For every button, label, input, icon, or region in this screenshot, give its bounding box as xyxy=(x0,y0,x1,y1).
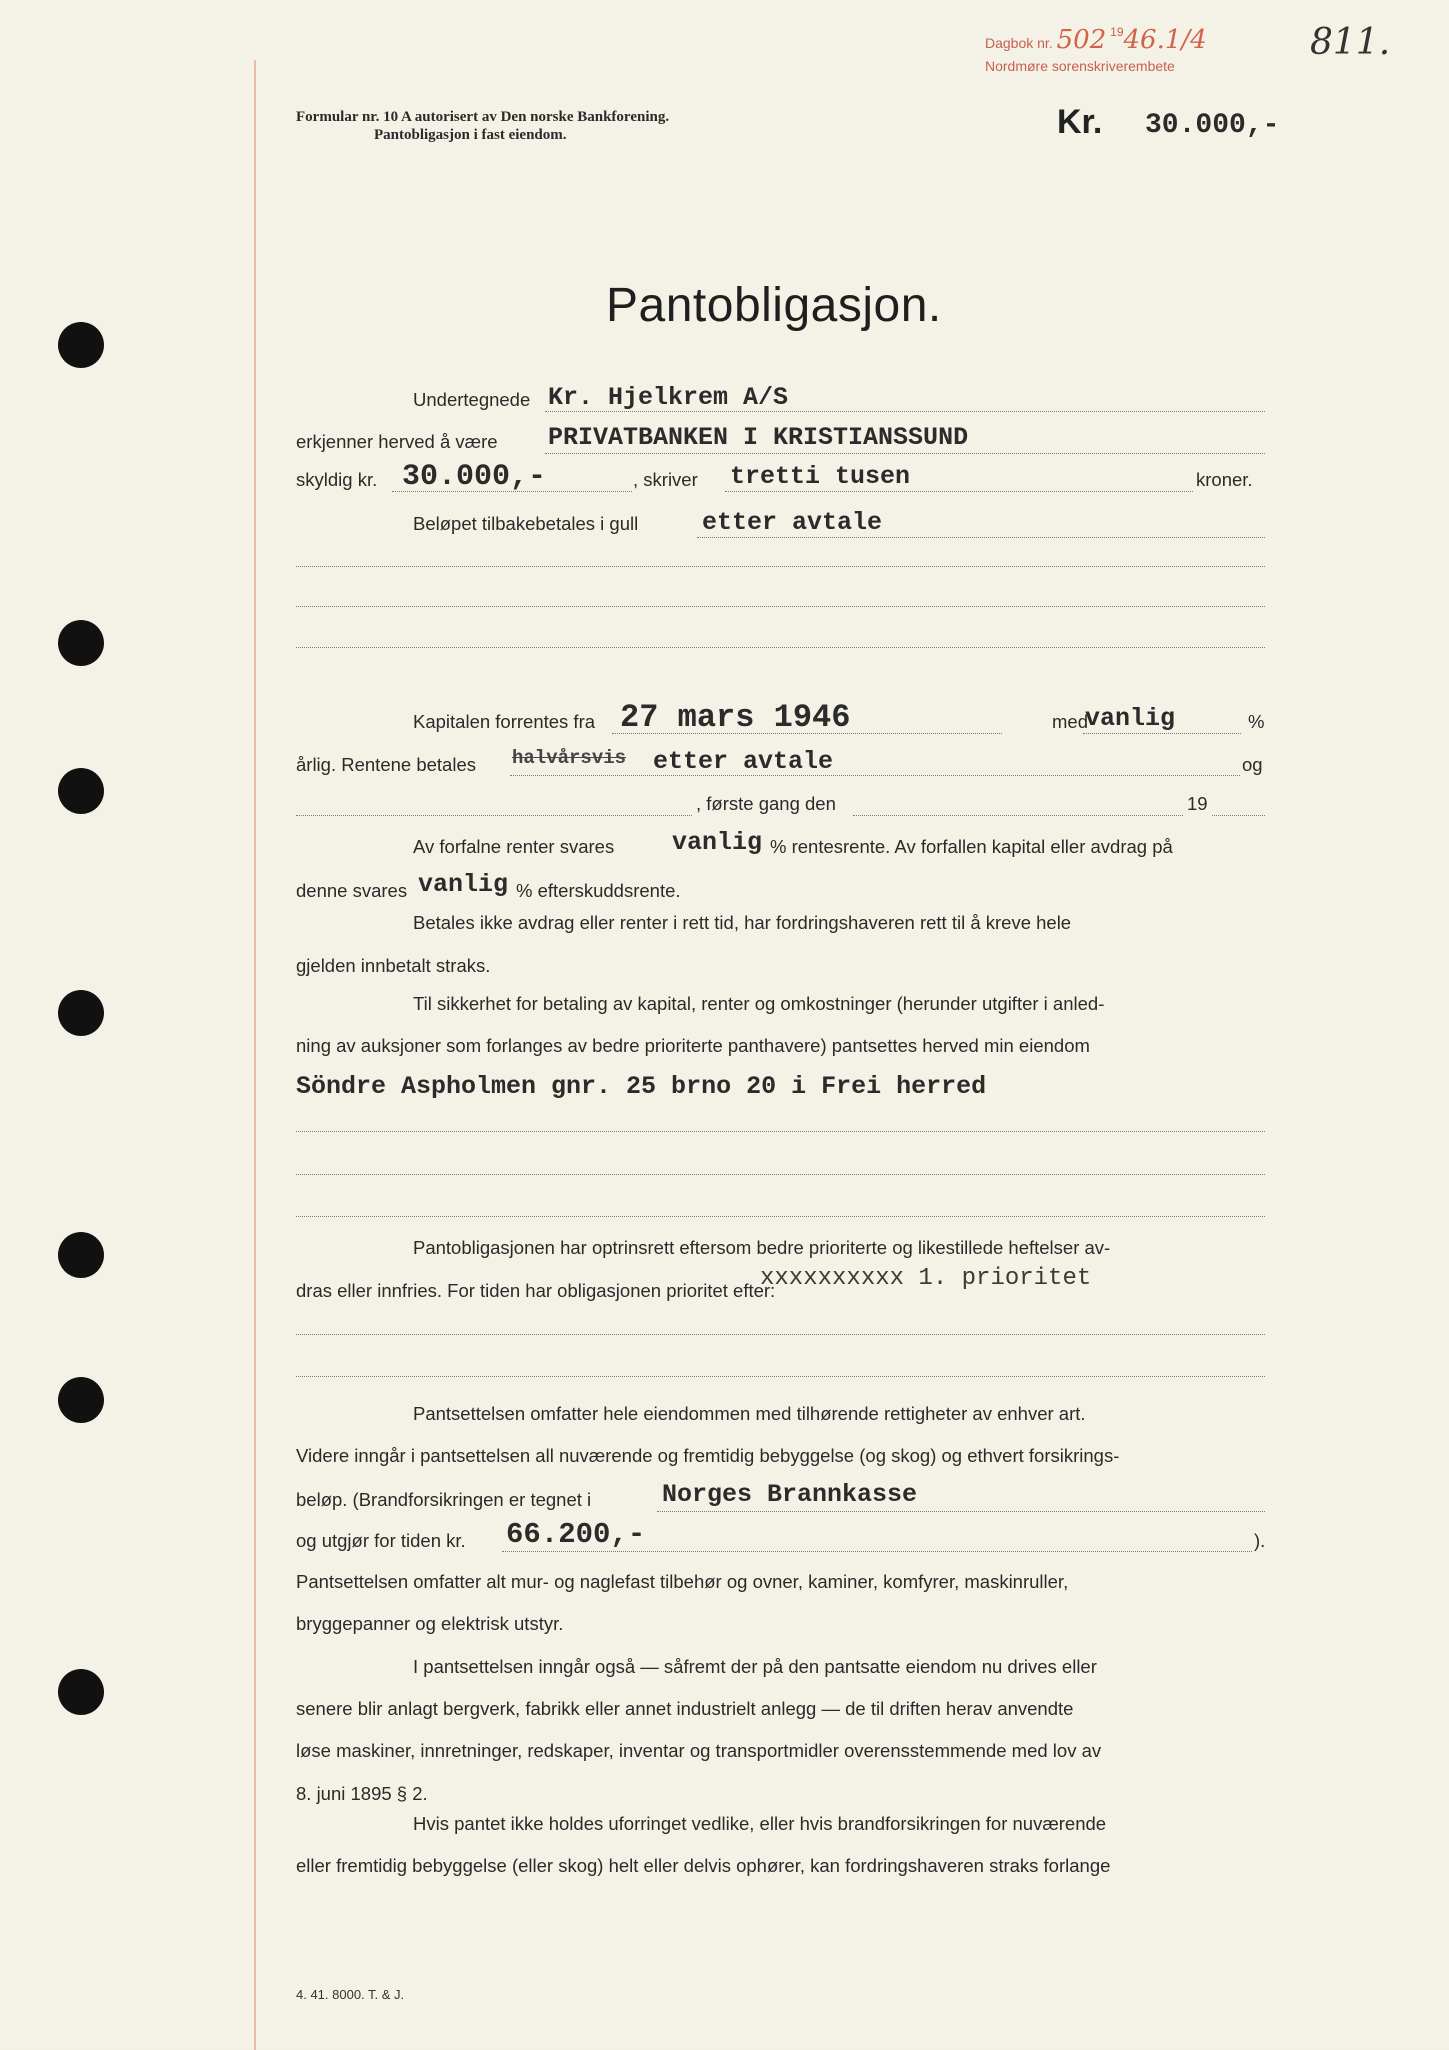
insured-value-close: ). xyxy=(1254,1530,1266,1551)
skriver-label: , skriver xyxy=(633,469,698,490)
dotted-line xyxy=(296,647,1265,648)
dotted-line xyxy=(296,1216,1265,1217)
dotted-line xyxy=(392,491,632,492)
security-clause-2: ning av auksjoner som forlanges av bedre prioriterte panthavere) pantsettes herved min eiendom xyxy=(296,1035,1090,1056)
dotted-line xyxy=(657,1511,1265,1512)
kapitalen-label: Kapitalen forrentes fra xyxy=(413,711,596,732)
amount-label: Kr. xyxy=(1057,103,1103,141)
dotted-line xyxy=(1083,733,1241,734)
binder-hole xyxy=(58,1377,104,1423)
default-interest-rate: vanlig xyxy=(672,828,763,857)
property-description: Söndre Aspholmen gnr. 25 brno 20 i Frei herred xyxy=(296,1072,987,1101)
binder-hole xyxy=(58,990,104,1036)
insurance-company: Norges Brannkasse xyxy=(662,1480,918,1509)
industrial-clause: I pantsettelsen inngår også — såfremt der på den pantsatte eiendom nu drives eller xyxy=(413,1656,1097,1677)
stamp-prefix: Dagbok nr. xyxy=(985,35,1053,51)
binder-hole xyxy=(58,1232,104,1278)
maintenance-clause-2: eller fremtidig bebyggelse (eller skog) helt eller delvis ophører, kan fordringshaveren straks forlange xyxy=(296,1855,1111,1876)
binder-hole xyxy=(58,322,104,368)
stamp-date: 46.1/4 xyxy=(1123,25,1207,55)
fixtures-clause: Pantsettelsen omfatter alt mur- og naglefast tilbehør og ovner, kaminer, komfyrer, maskinruller, xyxy=(296,1571,1069,1592)
priority-clause: Pantobligasjonen har optrinsrett eftersom bedre prioriterte og likestillede heftelser av- xyxy=(413,1237,1111,1258)
dotted-line xyxy=(545,453,1265,454)
kroner-label: kroner. xyxy=(1196,469,1253,490)
dotted-line xyxy=(853,815,1183,816)
arlig-label: årlig. Rentene betales xyxy=(296,754,476,775)
amount-in-words: tretti tusen xyxy=(730,462,911,491)
insured-value: 66.200,- xyxy=(506,1518,646,1551)
debt-amount: 30.000,- xyxy=(402,460,547,494)
insurance-label: beløp. (Brandforsikringen er tegnet i xyxy=(296,1489,592,1510)
dotted-line xyxy=(296,1376,1265,1377)
industrial-clause-3: løse maskiner, innretninger, redskaper, inventar og transportmidler overensstemmende med lov av xyxy=(296,1740,1102,1761)
forste-gang-label: , første gang den xyxy=(696,793,836,814)
forfalne-label: Av forfalne renter svares xyxy=(413,836,615,857)
struck-payment-interval: halvårsvis xyxy=(512,747,627,769)
maintenance-clause: Hvis pantet ikke holdes uforringet vedlike, eller hvis brandforsikringen for nuværende xyxy=(413,1813,1107,1834)
dotted-line xyxy=(296,1174,1265,1175)
repayment-terms: etter avtale xyxy=(702,508,883,537)
interest-start-date: 27 mars 1946 xyxy=(620,699,851,736)
dotted-line xyxy=(1212,815,1265,816)
priority-clause-2: dras eller innfries. For tiden har obligasjonen prioritet efter: xyxy=(296,1280,776,1301)
registry-stamp-line1 xyxy=(985,25,1207,55)
creditor-name: PRIVATBANKEN I KRISTIANSSUND xyxy=(548,423,969,452)
page-number: 811. xyxy=(1310,22,1391,63)
industrial-clause-4: 8. juni 1895 § 2. xyxy=(296,1783,428,1804)
undertegnede-label: Undertegnede xyxy=(413,389,531,410)
debtor-name: Kr. Hjelkrem A/S xyxy=(548,383,789,412)
amount-value: 30.000,- xyxy=(1145,110,1280,141)
binder-hole xyxy=(58,620,104,666)
scope-clause-2: Videre inngår i pantsettelsen all nuværende og fremtidig bebyggelse (og skog) og ethvert forsikrings- xyxy=(296,1445,1120,1466)
skyldig-label: skyldig kr. xyxy=(296,469,378,490)
interest-rate: vanlig xyxy=(1085,704,1176,733)
security-clause: Til sikkerhet for betaling av kapital, renter og omkostninger (herunder utgifter i anled- xyxy=(413,993,1105,1014)
insured-value-label: og utgjør for tiden kr. xyxy=(296,1530,466,1551)
scope-clause: Pantsettelsen omfatter hele eiendommen med tilhørende rettigheter av enhver art. xyxy=(413,1403,1086,1424)
dotted-line xyxy=(612,733,1002,734)
industrial-clause-2: senere blir anlagt bergverk, fabrikk eller annet industrielt anlegg — de til driften herav anvendte xyxy=(296,1698,1074,1719)
dotted-line xyxy=(697,537,1265,538)
dotted-line xyxy=(725,491,1193,492)
stamp-number: 502 xyxy=(1056,25,1107,55)
stamp-year: 19 xyxy=(1110,25,1124,39)
default-clause-end: gjelden innbetalt straks. xyxy=(296,955,491,976)
binder-hole xyxy=(58,768,104,814)
denne-rest: % efterskuddsrente. xyxy=(516,880,681,901)
og-label: og xyxy=(1242,754,1263,775)
fixtures-clause-2: bryggepanner og elektrisk utstyr. xyxy=(296,1613,564,1634)
dotted-line xyxy=(296,815,692,816)
med-label: med xyxy=(1052,711,1088,732)
dotted-line xyxy=(502,1551,1252,1552)
page-title: Pantobligasjon. xyxy=(606,279,942,332)
dotted-line xyxy=(296,1334,1265,1335)
binder-hole xyxy=(58,1669,104,1715)
forfalne-rest: % rentesrente. Av forfallen kapital eller avdrag på xyxy=(770,836,1173,857)
dotted-line xyxy=(296,1131,1265,1132)
late-payment-rate: vanlig xyxy=(418,870,509,899)
erkjenner-label: erkjenner herved å være xyxy=(296,431,498,452)
form-type: Pantobligasjon i fast eiendom. xyxy=(374,127,567,143)
form-authorization: Formular nr. 10 A autorisert av Den norske Bankforening. xyxy=(296,109,670,125)
dotted-line xyxy=(296,566,1265,567)
priority-value: xxxxxxxxxx 1. prioritet xyxy=(760,1265,1092,1292)
belopet-label: Beløpet tilbakebetales i gull xyxy=(413,513,639,534)
dotted-line xyxy=(296,606,1265,607)
year-prefix: 19 xyxy=(1187,793,1208,814)
margin-line xyxy=(254,60,256,2050)
denne-label: denne svares xyxy=(296,880,408,901)
printer-mark: 4. 41. 8000. T. & J. xyxy=(296,1987,405,2002)
percent-sign: % xyxy=(1248,711,1265,732)
dotted-line xyxy=(510,775,1240,776)
dotted-line xyxy=(545,411,1265,412)
interest-payment-terms: etter avtale xyxy=(653,747,834,776)
registry-stamp-line2: Nordmøre sorenskriverembete xyxy=(985,58,1175,74)
default-clause: Betales ikke avdrag eller renter i rett tid, har fordringshaveren rett til å kreve hele xyxy=(413,912,1072,933)
